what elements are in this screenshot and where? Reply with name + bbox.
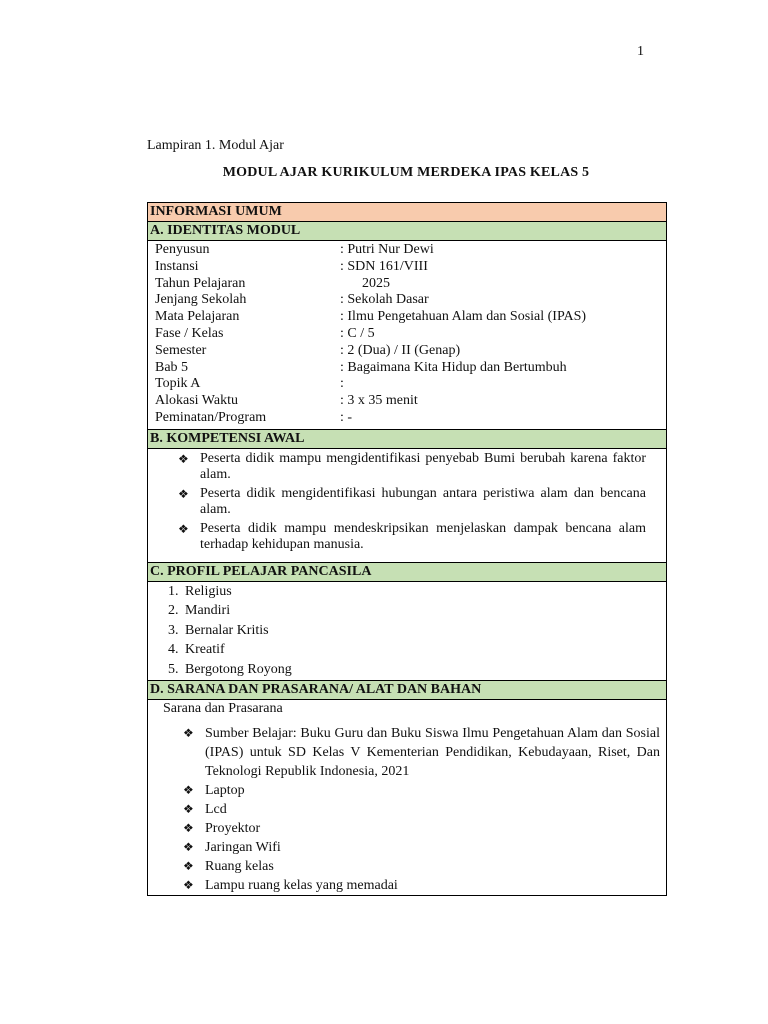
diamond-bullet-icon: ❖ <box>183 878 194 893</box>
diamond-bullet-icon: ❖ <box>178 451 189 466</box>
list-item-text: Lcd <box>205 802 227 818</box>
identity-value: : - <box>340 409 353 425</box>
list-number: 4. <box>168 642 179 658</box>
identity-value: : <box>340 376 344 392</box>
identity-row <box>148 259 666 276</box>
identity-header: A. IDENTITAS MODUL <box>148 222 666 241</box>
identity-value: : Ilmu Pengetahuan Alam dan Sosial (IPAS) <box>340 309 587 325</box>
list-item <box>148 819 660 838</box>
page-number: 1 <box>637 44 644 59</box>
identity-row <box>148 376 666 393</box>
identity-label: Penyusun <box>155 242 210 257</box>
diamond-bullet-icon: ❖ <box>178 521 189 536</box>
identity-value: 2025 <box>362 275 390 291</box>
list-item <box>148 601 666 621</box>
profile-list <box>148 582 666 681</box>
list-item-text: Proyektor <box>205 821 261 837</box>
identity-row <box>148 410 666 427</box>
identity-label: Instansi <box>155 258 199 274</box>
profile-section <box>148 582 666 682</box>
list-item <box>148 582 666 602</box>
identity-value: : Bagaimana Kita Hidup dan Bertumbuh <box>340 359 567 375</box>
diamond-bullet-icon: ❖ <box>183 802 194 817</box>
diamond-bullet-icon: ❖ <box>183 840 194 855</box>
list-number: 3. <box>168 622 179 638</box>
list-number: 2. <box>168 603 179 619</box>
general-info-header: INFORMASI UMUM <box>148 203 666 222</box>
identity-row <box>148 276 666 293</box>
identity-label: Fase / Kelas <box>155 325 224 341</box>
list-item <box>148 660 666 680</box>
document-title: MODUL AJAR KURIKULUM MERDEKA IPAS KELAS 5 <box>222 165 590 180</box>
facilities-list <box>148 718 666 895</box>
facilities-section <box>148 700 666 895</box>
list-item-text: Peserta didik mampu mengidentifikasi penyebab Bumi berubah karena faktor alam. <box>200 450 646 483</box>
identity-value: : SDN 161/VIII <box>340 258 428 274</box>
identity-row <box>148 343 666 360</box>
attachment-label: Lampiran 1. Modul Ajar <box>147 138 284 153</box>
identity-row <box>148 360 666 377</box>
list-item <box>148 486 666 519</box>
identity-label: Topik A <box>155 376 201 392</box>
competence-list <box>148 449 666 562</box>
identity-value: : 2 (Dua) / II (Genap) <box>340 342 461 358</box>
list-item <box>148 724 660 781</box>
list-item-text: Lampu ruang kelas yang memadai <box>205 878 398 894</box>
identity-label: Jenjang Sekolah <box>155 292 247 308</box>
list-item <box>148 621 666 641</box>
facilities-subheading: Sarana dan Prasarana <box>163 701 283 717</box>
diamond-bullet-icon: ❖ <box>183 821 194 836</box>
diamond-bullet-icon: ❖ <box>183 783 194 798</box>
list-item <box>148 640 666 660</box>
identity-row <box>148 393 666 410</box>
list-item <box>148 451 666 484</box>
module-table <box>147 202 667 896</box>
profile-header: C. PROFIL PELAJAR PANCASILA <box>148 563 666 582</box>
list-item <box>148 781 660 800</box>
list-item <box>148 800 660 819</box>
list-number: 5. <box>168 661 179 677</box>
identity-label: Peminatan/Program <box>155 409 267 425</box>
list-item-text: Mandiri <box>185 603 231 619</box>
list-item-text: Bernalar Kritis <box>185 622 269 638</box>
list-item-text: Ruang kelas <box>205 859 274 875</box>
list-item-text: Bergotong Royong <box>185 661 292 677</box>
identity-row <box>148 309 666 326</box>
identity-label: Semester <box>155 342 207 358</box>
identity-row <box>148 242 666 259</box>
list-number: 1. <box>168 583 179 599</box>
identity-value: : Sekolah Dasar <box>340 292 429 308</box>
competence-section <box>148 449 666 563</box>
identity-label: Alokasi Waktu <box>155 393 238 409</box>
list-item-text: Sumber Belajar: Buku Guru dan Buku Siswa Ilmu Pengetahuan Alam dan Sosial (IPAS) untuk SD Kelas V Kementerian Pendidikan, Kebudayaan, Riset, Dan Teknologi Republik Indonesia, 2021 <box>205 726 660 780</box>
identity-row <box>148 292 666 309</box>
list-item-text: Kreatif <box>185 642 225 658</box>
identity-section <box>148 241 666 430</box>
competence-header: B. KOMPETENSI AWAL <box>148 430 666 449</box>
identity-value: : C / 5 <box>340 325 375 341</box>
list-item-text: Religius <box>185 583 232 599</box>
diamond-bullet-icon: ❖ <box>183 859 194 874</box>
list-item-text: Laptop <box>205 783 245 799</box>
identity-label: Tahun Pelajaran <box>155 275 246 291</box>
identity-value: : 3 x 35 menit <box>340 393 418 409</box>
list-item-text: Peserta didik mampu mendeskripsikan menjelaskan dampak bencana alam terhadap kehidupan manusia. <box>200 520 646 553</box>
facilities-header: D. SARANA DAN PRASARANA/ ALAT DAN BAHAN <box>148 681 666 700</box>
identity-row <box>148 326 666 343</box>
diamond-bullet-icon: ❖ <box>178 486 189 501</box>
list-item-text: Peserta didik mengidentifikasi hubungan antara peristiwa alam dan bencana alam. <box>200 485 646 518</box>
list-item-text: Jaringan Wifi <box>205 840 281 856</box>
list-item <box>148 838 660 857</box>
list-item <box>148 876 660 895</box>
identity-label: Bab 5 <box>155 359 189 375</box>
list-item <box>148 521 666 554</box>
diamond-bullet-icon: ❖ <box>183 726 194 741</box>
list-item <box>148 857 660 876</box>
identity-label: Mata Pelajaran <box>155 309 240 325</box>
identity-value: : Putri Nur Dewi <box>340 242 434 257</box>
